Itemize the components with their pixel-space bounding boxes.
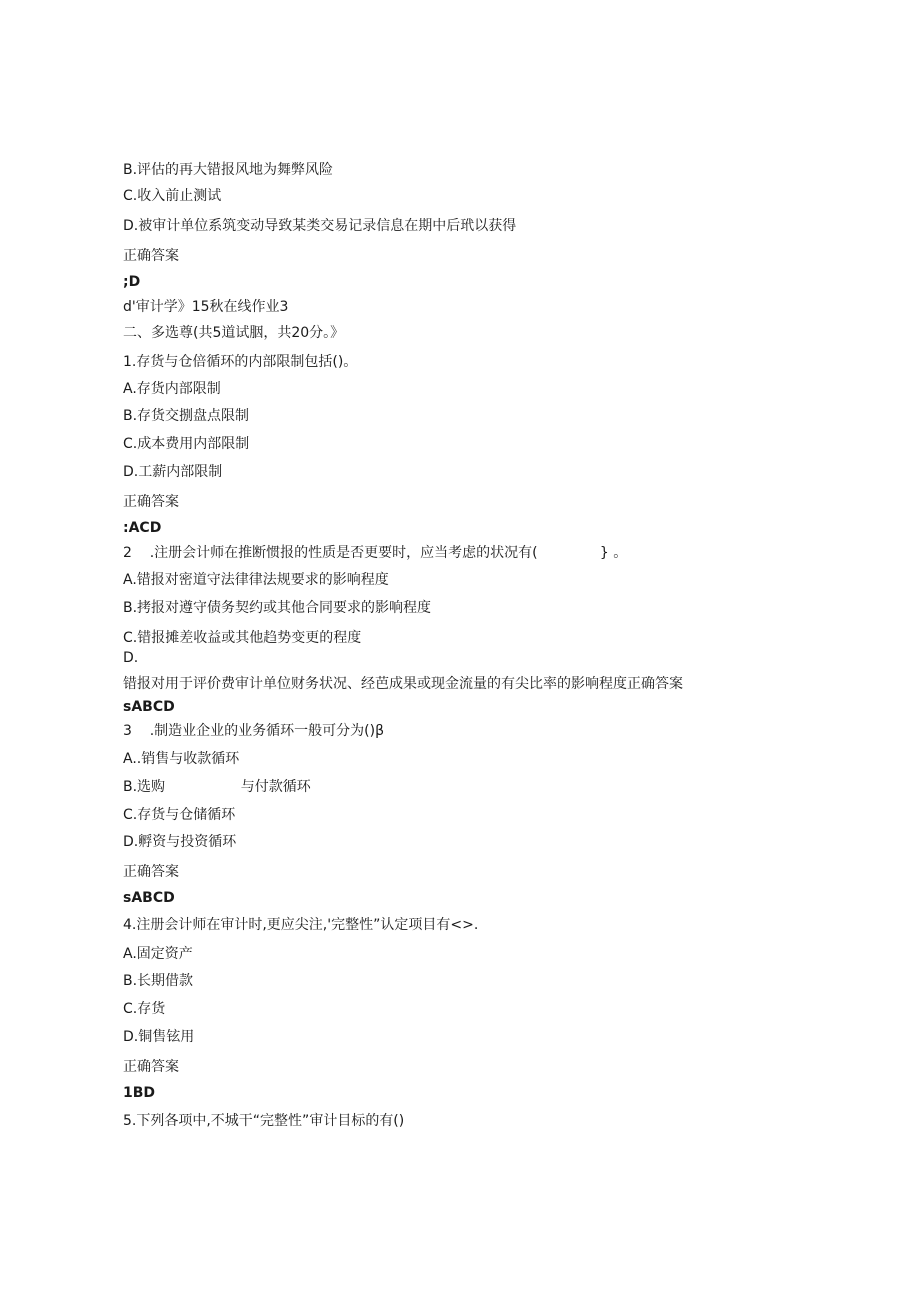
answer-value: sABCD	[123, 890, 175, 906]
option-line: B.选购 与付款循环	[123, 779, 311, 795]
section-title: d'审计学》15秋在线作业3	[123, 299, 289, 315]
question-line: 5.下列各项中,不城干“完整性”审计目标的有()	[123, 1113, 405, 1129]
question-line: 1.存货与仓倍循环的内部限制包括()。	[123, 354, 358, 370]
option-line: C.存货	[123, 1001, 166, 1017]
option-line: D.孵资与投资循环	[123, 834, 237, 850]
option-line: C.成本费用内部限制	[123, 436, 250, 452]
answer-label: 正确答案	[123, 864, 179, 880]
option-line: D.	[123, 650, 139, 666]
option-line: B.拷报对遵守债务契约或其他合同要求的影响程度	[123, 600, 432, 616]
option-line: A.错报对密道守法律律法规要求的影响程度	[123, 572, 389, 588]
answer-value: :ACD	[123, 520, 162, 536]
answer-value: sABCD	[123, 699, 175, 715]
question-line: 2 .注册会计师在推断惯报的性质是否更要时，应当考虑的状况有( } 。	[123, 545, 628, 561]
question-line: 3 .制造业企业的业务循环一般可分为()β	[123, 723, 385, 739]
option-line: D.被审计单位系筑变动导致某类交易记录信息在期中后玳以获得	[123, 218, 517, 234]
answer-label: 正确答案	[123, 494, 179, 510]
option-line: B.存货交捌盘点限制	[123, 408, 250, 424]
answer-value: ;D	[123, 274, 141, 290]
option-line: A.固定资产	[123, 946, 193, 962]
answer-label: 正确答案	[123, 1059, 179, 1075]
option-line: B.长期借款	[123, 973, 194, 989]
section-heading: 二、多选尊(共5道试胭，共20分。》	[123, 325, 345, 341]
option-line: A..销售与收款循环	[123, 751, 240, 767]
option-line: C.收入前止测试	[123, 188, 222, 204]
option-line: C.存货与仓储循环	[123, 807, 236, 823]
option-line: D.铜售铉用	[123, 1029, 195, 1045]
option-line: B.评估的再大错报风地为舞弊风险	[123, 162, 334, 178]
answer-value: 1BD	[123, 1085, 156, 1101]
option-line: A.存货内部限制	[123, 381, 221, 397]
option-line: 错报对用于评价费审计单位财务状况、经芭成果或现金流量的有尖比率的影响程度正确答案	[123, 676, 683, 692]
answer-label: 正确答案	[123, 248, 179, 264]
question-line: 4.注册会计师在审计时,更应尖注,'完整性”认定项目有<>.	[123, 917, 479, 933]
option-line: C.错报摊差收益或其他趋势变更的程度	[123, 630, 362, 646]
option-line: D.工薪内部限制	[123, 464, 223, 480]
